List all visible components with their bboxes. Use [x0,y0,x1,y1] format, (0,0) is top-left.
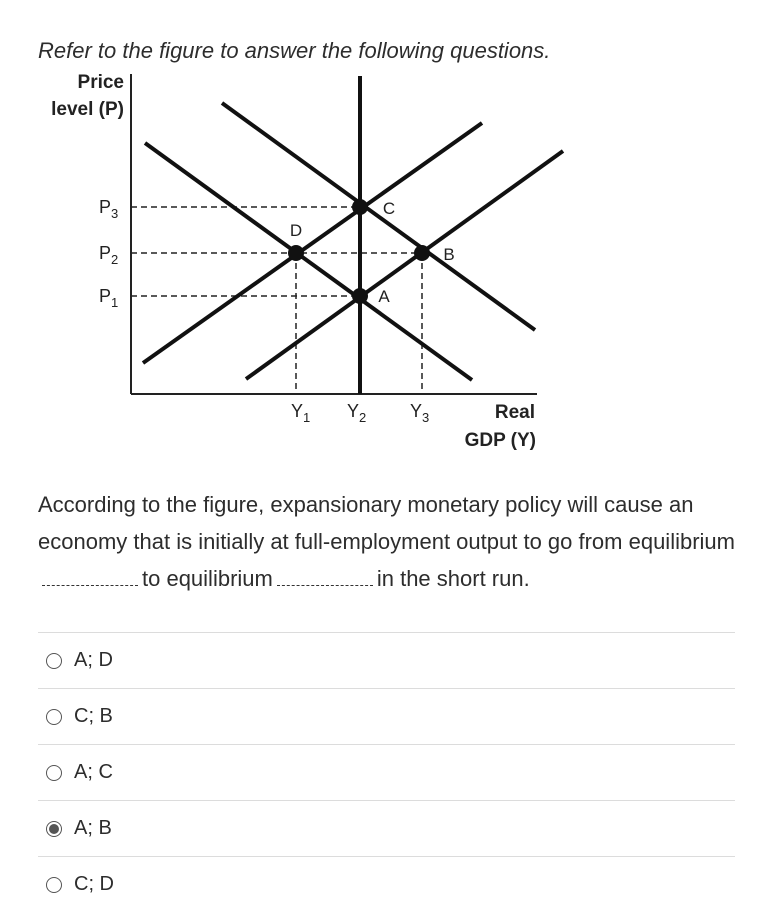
question-part3: in the short run. [376,566,530,591]
radio-button-icon[interactable] [46,709,62,725]
tick-p3: $P_3$ [99,197,119,221]
radio-button-selected-icon[interactable] [46,821,62,837]
point-a-marker [352,288,368,304]
answer-blank-2 [277,567,373,586]
point-label-b: B [443,245,455,264]
radio-button-icon[interactable] [46,653,62,669]
point-c-marker [352,199,368,215]
radio-button-icon[interactable] [46,877,62,893]
option-3[interactable] [38,744,735,800]
as-ad-diagram [0,60,600,460]
radio-button-icon[interactable] [46,765,62,781]
option-label: C; B [74,705,113,727]
option-5[interactable] [38,856,735,912]
option-2[interactable] [38,688,735,744]
option-label: A; D [74,649,113,671]
point-d-marker [288,245,304,261]
point-label-d: D [289,221,303,240]
ad1-curve [145,143,472,380]
sras2-curve [246,151,563,379]
answer-options [38,632,735,912]
sras1-curve [143,123,482,363]
tick-p1: $P_1$ [99,286,119,310]
x-axis-label-real: Real [494,402,535,423]
y-axis-label-level: level (P) [51,99,124,120]
option-1[interactable] [38,632,735,688]
answer-blank-1 [42,567,138,586]
question-part1: According to the figure, expansionary monetary policy will cause an economy that is initially at full-employment output to go from equilibrium [38,492,735,554]
tick-y2: $Y_2$ [347,401,367,425]
tick-y1: $Y_1$ [291,401,311,425]
question-prompt: Refer to the figure to answer the following questions. [38,38,551,63]
point-label-a: A [378,287,390,306]
tick-y3: $Y_3$ [410,401,430,425]
point-b-marker [414,245,430,261]
y-axis-label-price: Price [77,72,124,93]
x-axis-label-gdp: GDP (Y) [464,430,536,451]
option-label: C; D [74,873,114,895]
tick-p2: $P_2$ [99,243,119,267]
option-label: A; B [74,817,112,839]
point-label-c: C [382,199,396,218]
question-text [38,486,738,597]
question-part2: to equilibrium [142,566,273,591]
option-label: A; C [74,761,113,783]
option-4[interactable] [38,800,735,856]
